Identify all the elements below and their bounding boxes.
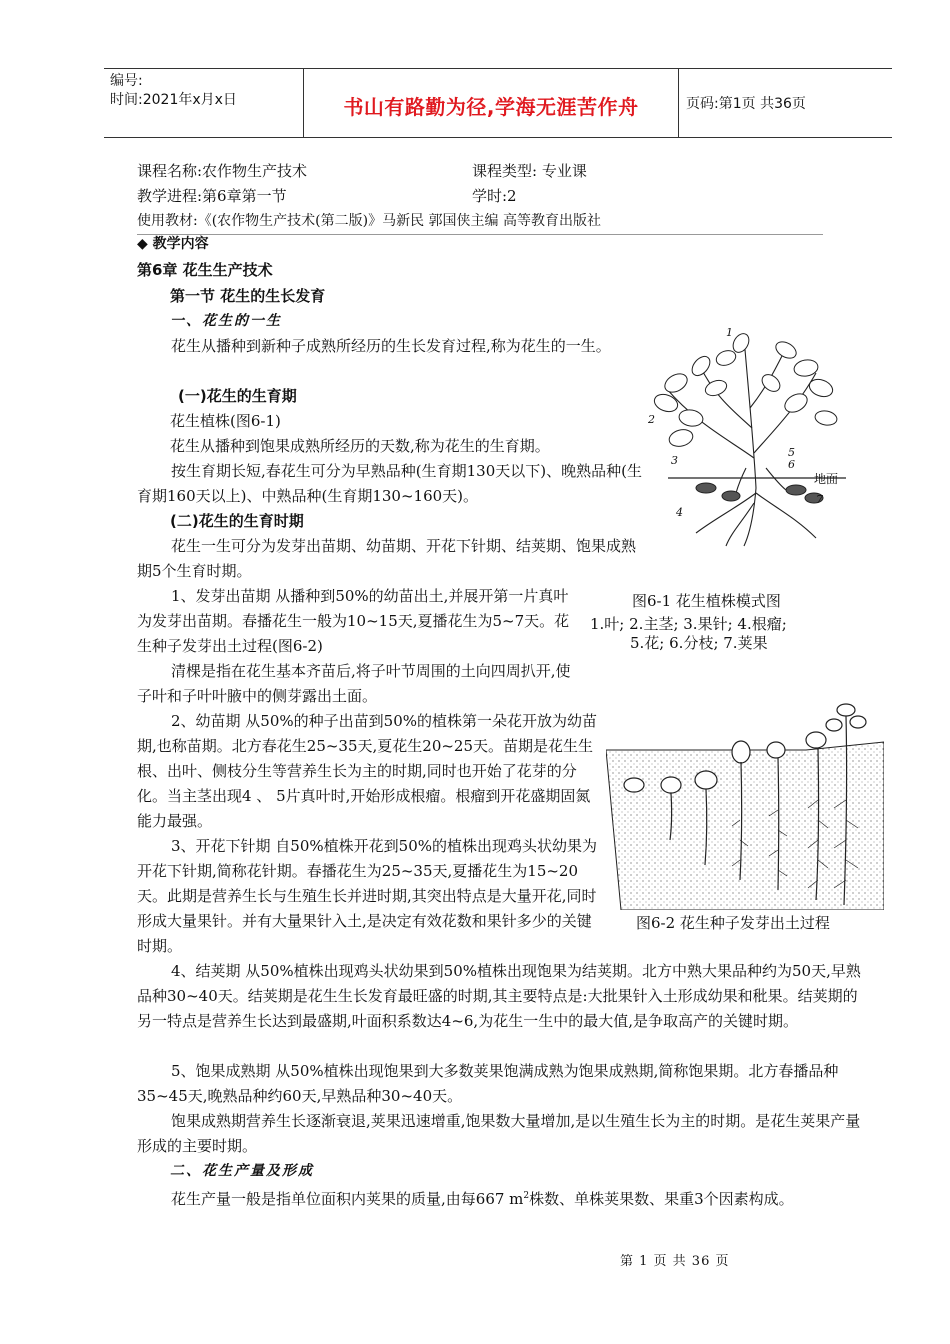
teaching-progress: 教学进程:第6章第一节 [137, 187, 287, 205]
paragraph: 3、开花下针期 自50%植株开花到50%的植株出现鸡头状幼果为开花下针期,简称花针期。春播花生为25~35天,夏播花生为15~20天。此期是营养生长与生殖生长并进时期,其突出特点是大量开花,同时形成大量果针。并有大量果针入土,是决定有效花数和果针多少的关键时期。 [137, 837, 597, 955]
paragraph: 5、饱果成熟期 从50%植株出现饱果到大多数荚果饱满成熟为饱果成熟期,简称饱果期。北方春播品种35~45天,晚熟品种约60天,早熟品种30~40天。 [137, 1062, 839, 1105]
heading-two: 二、花生产量及形成 [170, 1163, 314, 1179]
chapter-title: 第6章 花生生产技术 [137, 261, 273, 279]
paragraph: 按生育期长短,春花生可分为早熟品种(生育期130天以下)、晚熟品种(生育期160天以上)、中熟品种(生育期130~160天)。 [137, 462, 642, 505]
paragraph-yield [137, 1184, 861, 1212]
paragraph: 1、发芽出苗期 从播种到50%的幼苗出土,并展开第一片真叶为发芽出苗期。春播花生一般为10~15天,夏播花生为5~7天。花生种子发芽出土过程(图6-2) [137, 587, 570, 655]
divider-line [137, 234, 823, 235]
heading-one: 一、花生的一生 [170, 313, 282, 329]
heading-growth-stages: (二)花生的生育时期 [170, 512, 304, 530]
paragraph: 花生从播种到饱果成熟所经历的天数,称为花生的生育期。 [170, 437, 550, 455]
yield-text-end: 株数、单株荚果数、果重3个因素构成。 [529, 1190, 794, 1208]
label-5: 5 [788, 446, 795, 459]
paragraph: 花生植株(图6-1) [170, 412, 281, 430]
header-divider [678, 69, 679, 137]
paragraph: 4、结荚期 从50%植株出现鸡头状幼果到50%植株出现饱果为结荚期。北方中熟大果品种约为50天,早熟品种30~40天。结荚期是花生生长发育最旺盛的时期,其主要特点是:大批果针入土形成幼果和秕果。结荚期的另一特点是营养生长达到最盛期,叶面积系数达4~6,为花生一生中的最大值,是争取高产的关键时期。 [137, 962, 861, 1030]
label-1: 1 [726, 328, 733, 339]
time-label: 时间:2021年x月x日 [110, 92, 237, 108]
figure-germination [606, 700, 884, 910]
label-2: 2 [648, 413, 655, 426]
figure-1-caption: 图6-1 花生植株模式图 [632, 592, 781, 610]
section-label: ◆ 教学内容 [137, 236, 209, 252]
soil-area [606, 742, 884, 910]
paragraph: 清棵是指在花生基本齐苗后,将子叶节周围的土向四周扒开,使子叶和子叶叶腋中的侧芽露出土面。 [137, 662, 571, 705]
paragraph: 花生从播种到新种子成熟所经历的生长发育过程,称为花生的一生。 [171, 337, 611, 355]
ground-label: 地面 [814, 472, 839, 486]
yield-text-start: 花生产量一般是指单位面积内荚果的质量,由每667 m [171, 1190, 524, 1208]
page-footer: 第 1 页 共 36 页 [620, 1254, 730, 1269]
label-7: 7 [816, 493, 823, 506]
header-motto: 书山有路勤为径,学海无涯苦作舟 [343, 95, 639, 119]
label-4: 4 [676, 506, 683, 519]
superscript: 2 [523, 1191, 530, 1201]
paragraph: 2、幼苗期 从50%的种子出苗到50%的植株第一朵花开放为幼苗期,也称苗期。北方春花生25~35天,夏花生20~25天。苗期是花生生根、出叶、侧枝分生等营养生长为主的时期,同时也开始了花芽的分化。当主茎出现4 、 5片真叶时,开始形成根瘤。根瘤到开花盛期固氮能力最强。 [137, 712, 597, 830]
course-type: 课程类型: 专业课 [472, 162, 587, 180]
course-name: 课程名称:农作物生产技术 [137, 162, 308, 180]
class-hours: 学时:2 [472, 187, 517, 205]
label-6: 6 [788, 458, 795, 471]
paragraph: 花生一生可分为发芽出苗期、幼苗期、开花下针期、结荚期、饱果成熟期5个生育时期。 [137, 537, 637, 580]
section-title: 第一节 花生的生长发育 [170, 287, 326, 305]
document-header [104, 68, 892, 138]
serial-label: 编号: [110, 73, 143, 89]
figure-1-legend: 1.叶; 2.主茎; 3.果针; 4.根瘤; [590, 615, 787, 633]
header-page-number: 页码:第1页 共36页 [686, 96, 806, 112]
textbook: 使用教材:《(农作物生产技术(第二版)》马新民 郭国侠主编 高等教育出版社 [137, 213, 602, 229]
figure-2-caption: 图6-2 花生种子发芽出土过程 [636, 914, 830, 932]
figure-1-legend: 5.花; 6.分枝; 7.荚果 [630, 634, 768, 652]
figure-peanut-plant [646, 328, 856, 550]
heading-growth-period: (一)花生的生育期 [178, 387, 297, 405]
header-left-cell [110, 72, 237, 110]
paragraph: 饱果成熟期营养生长逐渐衰退,荚果迅速增重,饱果数大量增加,是以生殖生长为主的时期。是花生荚果产量形成的主要时期。 [137, 1112, 861, 1155]
label-3: 3 [671, 454, 678, 467]
